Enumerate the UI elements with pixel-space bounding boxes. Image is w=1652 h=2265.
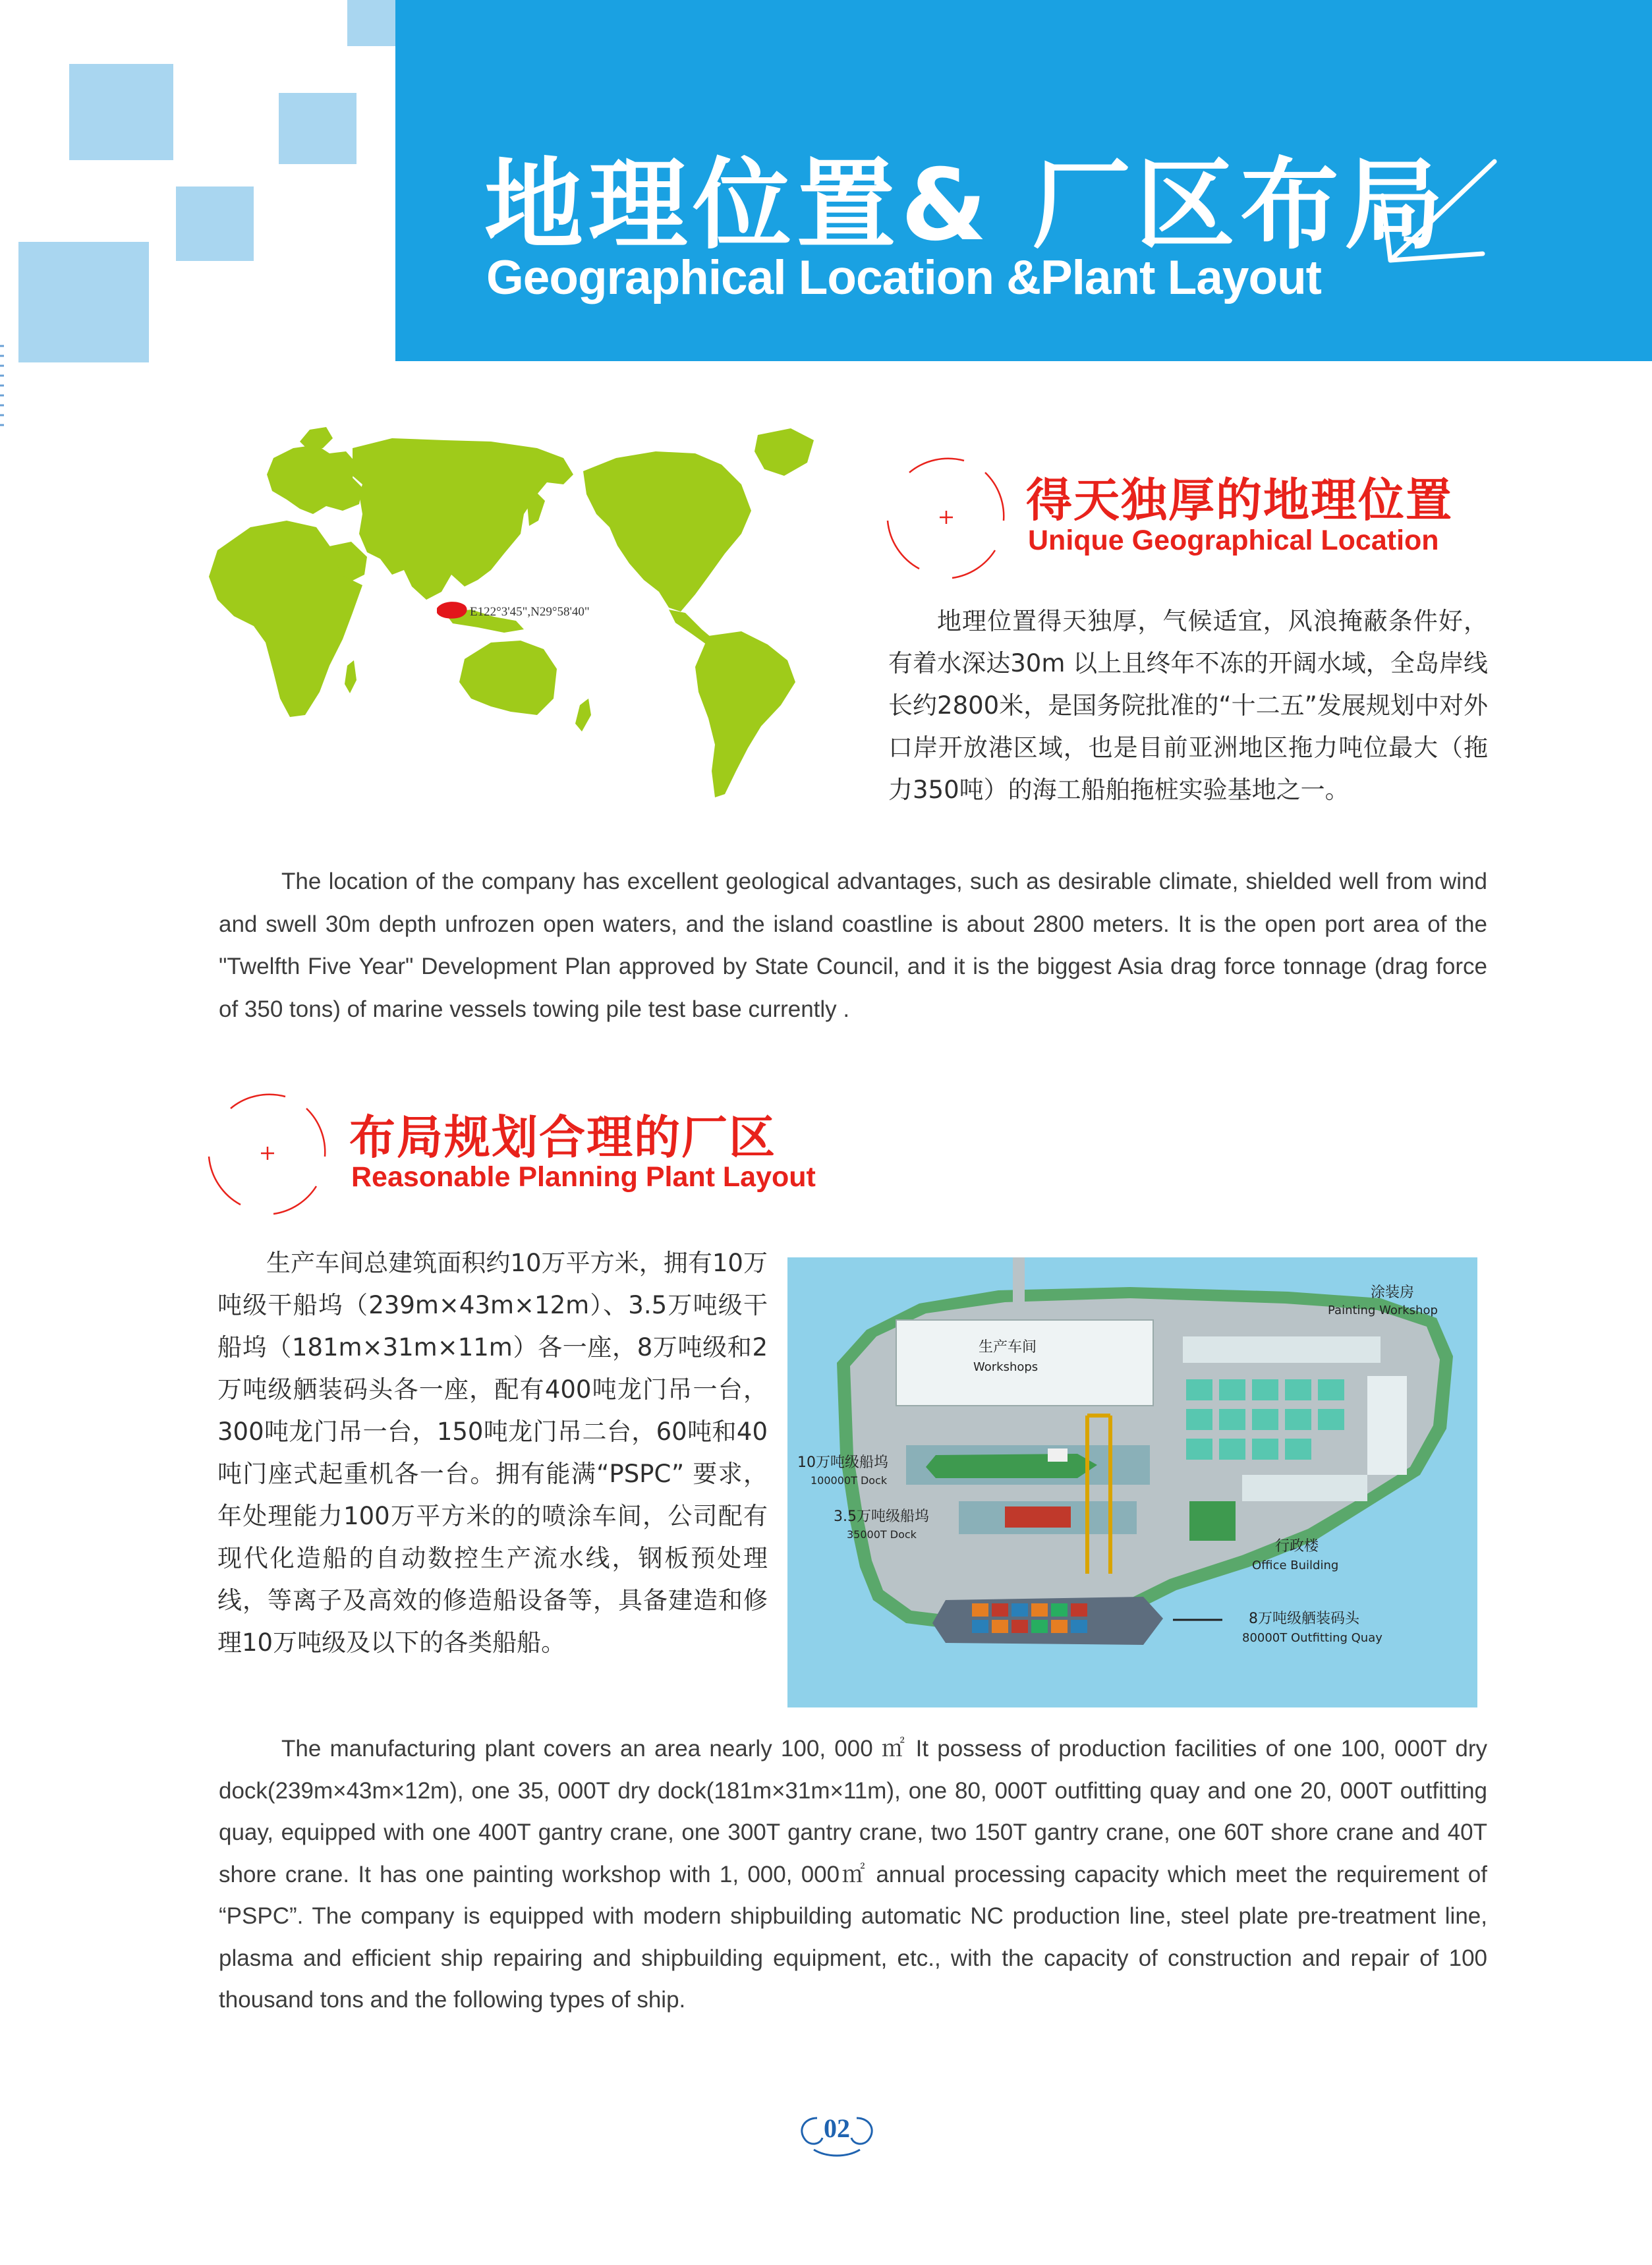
map-asia [353, 438, 573, 600]
map-madagascar [345, 660, 356, 693]
section2-paragraph-en: The manufacturing plant covers an area nearly 100, 000 ㎡ It possess of production facilities of one 100, 000T dry dock(239m×43m×12m), one 35, 000T dry dock(181m×31m×11m), one 80, 000T outfitting quay and one 20, 000T outfitting quay, equipped with one 400T gantry crane, one 300T gantry crane, two 150T gantry crane, one 60T shore crane and 40T shore crane. It has one painting workshop with 1, 000, 000㎡ annual processing capacity which meet the requirement of “PSPC”. The company is equipped with modern shipbuilding automatic NC production line, steel plate pre-treatment line, plasma and efficient ship repairing and shipbuilding equipment, etc., with the capacity of construction and repair of 100 thousand tons and the following types of ship. [219, 1736, 1487, 2013]
svg-text:8万吨级舾装码头: 8万吨级舾装码头 [1249, 1611, 1359, 1627]
section1-heading-en: Unique Geographical Location [1028, 525, 1439, 556]
section2-heading-cn: 布局规划合理的厂区 [349, 1110, 776, 1164]
svg-text:100000T Dock: 100000T Dock [811, 1474, 888, 1487]
decor-square [18, 242, 149, 362]
section1-paragraph-en: The location of the company has excellent geological advantages, such as desirable climate, shielded well from wind and swell 30m depth unfrozen open waters, and the island coastline is about 2800 meters. It is the open port area of the "Twelfth Five Year" Development Plan approved by State Council, and it is the biggest Asia drag force tonnage (drag force of 350 tons) of marine vessels towing pile test base currently . [219, 869, 1487, 1022]
page-number: 02 [824, 2113, 850, 2143]
svg-text:涂装房: 涂装房 [1371, 1284, 1415, 1301]
plant-layout-map [787, 1257, 1477, 1707]
svg-text:Workshops: Workshops [973, 1360, 1039, 1374]
location-marker [437, 602, 467, 618]
svg-text:80000T Outfitting Quay: 80000T Outfitting Quay [1242, 1631, 1382, 1645]
svg-text:10万吨级船坞: 10万吨级船坞 [797, 1454, 888, 1471]
svg-text:Painting Workshop: Painting Workshop [1328, 1304, 1438, 1317]
plant-office-building [1189, 1501, 1236, 1541]
svg-text:3.5万吨级船坞: 3.5万吨级船坞 [834, 1508, 929, 1525]
crosshair-icon [201, 1087, 333, 1219]
map-new-zealand [575, 699, 591, 731]
section2-heading-en: Reasonable Planning Plant Layout [351, 1161, 816, 1193]
world-map [194, 422, 840, 817]
page-title-cn: 地理位置& 厂区布局 [484, 148, 1449, 263]
decor-square [347, 0, 395, 46]
map-australia [459, 641, 557, 715]
page-number-badge [791, 2104, 883, 2163]
section1-paragraph-cn: 地理位置得天独厚，气候适宜，风浪掩蔽条件好，有着水深达30m 以上且终年不冻的开阔水域，全岛岸线长约2800米，是国务院批准的“十二五”发展规划中对外口岸开放港区域，也是目前亚洲地区拖力吨位最大（拖力350吨）的海工船舶拖桩实验基地之一。 [888, 607, 1488, 804]
page-title-en: Geographical Location &Plant Layout [486, 251, 1321, 304]
svg-text:35000T Dock: 35000T Dock [847, 1528, 917, 1541]
map-south-america [695, 631, 795, 797]
arrow-down-left-icon [1377, 155, 1502, 273]
crosshair-icon [880, 451, 1011, 583]
map-scandinavia [300, 427, 333, 449]
decor-square [69, 64, 173, 160]
section2-paragraph-cn: 生产车间总建筑面积约10万平方米，拥有10万吨级干船坞（239m×43m×12m）、3.5万吨级干船坞（181m×31m×11m）各一座，8万吨级和2万吨级舾装码头各一座，配有400吨龙门吊一台，300吨龙门吊一台，150吨龙门吊二台，60吨和40吨门座式起重机各一台。拥有能满“PSPC” 要求，年处理能力100万平方米的的喷涂车间，公司配有现代化造船的自动数控生产流水线，钢板预处理线，等离子及高效的修造船设备等，具备建造和修理10万吨级及以下的各类船船。 [217, 1249, 768, 1657]
edge-dots [0, 343, 7, 435]
map-north-america [583, 451, 751, 612]
map-europe [267, 445, 362, 514]
decor-square [176, 186, 254, 261]
decor-square [279, 93, 356, 164]
map-greenland [755, 428, 814, 476]
svg-text:行政楼: 行政楼 [1275, 1538, 1319, 1555]
svg-text:生产车间: 生产车间 [979, 1339, 1037, 1356]
svg-text:Office Building: Office Building [1252, 1559, 1339, 1572]
map-coordinate-label: E122°3'45",N29°58'40" [470, 605, 590, 619]
section1-heading-cn: 得天独厚的地理位置 [1026, 473, 1453, 527]
